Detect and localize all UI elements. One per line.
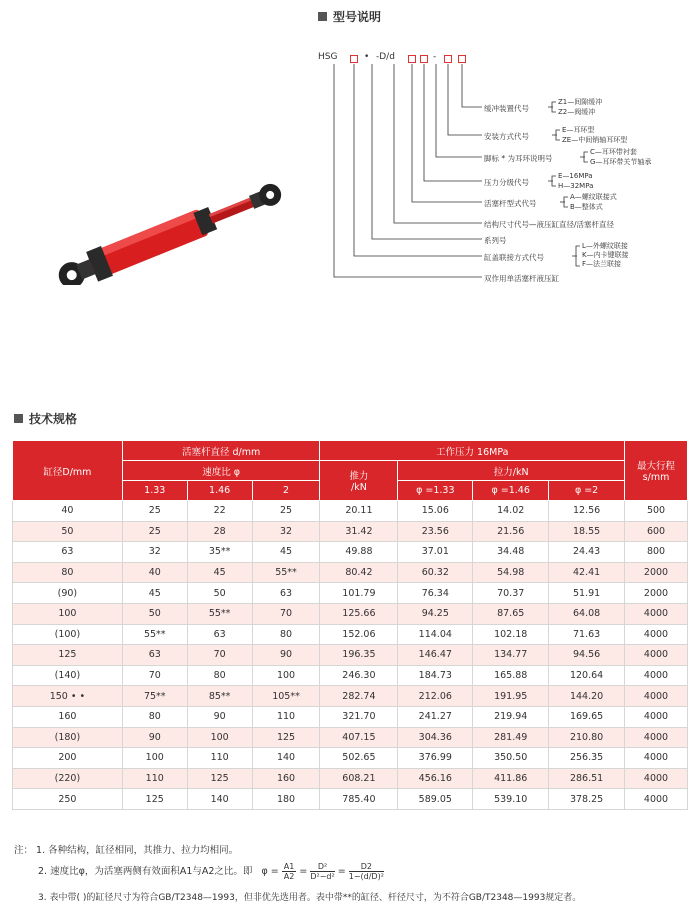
header-push: 推力 /kN [320,461,398,501]
spec-section-title: 技术规格 [14,410,77,427]
table-cell: 100 [13,603,123,624]
table-cell: 45 [187,562,252,583]
table-row [13,727,688,748]
table-cell: 94.25 [398,603,473,624]
table-cell: 110 [122,768,187,789]
label-rod-type: 活塞杆型式代号 [484,199,537,208]
table-cell: 4000 [625,686,688,707]
table-cell: 256.35 [549,748,625,769]
table-cell: 35** [187,542,252,563]
table-cell: 54.98 [473,562,549,583]
table-row [13,789,688,810]
bullet-square-icon [14,414,23,423]
table-cell: 456.16 [398,768,473,789]
table-cell: 286.51 [549,768,625,789]
table-cell: 140 [252,748,320,769]
code-dash: - [433,52,437,62]
table-cell: 23.56 [398,521,473,542]
code-dot: • [364,52,370,62]
table-row [13,748,688,769]
table-cell: 55** [187,603,252,624]
table-cell: 32 [122,542,187,563]
table-cell: 321.70 [320,706,398,727]
table-cell: 219.94 [473,706,549,727]
table-cell: 200 [13,748,123,769]
label-cylinder-type: 双作用单活塞杆液压缸 [484,274,559,283]
table-cell: 100 [252,665,320,686]
table-cell: 90 [122,727,187,748]
table-cell: 134.77 [473,645,549,666]
table-cell: 50 [122,603,187,624]
table-cell: 184.73 [398,665,473,686]
table-cell: (140) [13,665,123,686]
header-ratio-2: 1.46 [187,481,252,501]
label-eye-note: 脚标 * 为耳环说明号 [484,154,553,163]
table-cell: 378.25 [549,789,625,810]
table-cell: 32 [252,521,320,542]
table-cell: 110 [187,748,252,769]
bullet-square-icon [318,12,327,21]
option-pressure-1: E—16MPa [558,172,593,180]
table-row [13,686,688,707]
table-cell: 125 [187,768,252,789]
table-cell: 64.08 [549,603,625,624]
table-cell: 282.74 [320,686,398,707]
spec-table-body [13,501,688,810]
header-max-stroke: 最大行程 s/mm [625,441,688,501]
table-cell: 125.66 [320,603,398,624]
table-cell: (220) [13,768,123,789]
table-cell: (180) [13,727,123,748]
table-cell: 105** [252,686,320,707]
table-cell: 25 [122,521,187,542]
table-cell: 241.27 [398,706,473,727]
label-pressure: 压力分级代号 [484,178,529,187]
table-cell: 785.40 [320,789,398,810]
table-cell: 4000 [625,665,688,686]
table-cell: 70 [187,645,252,666]
table-cell: 76.34 [398,583,473,604]
table-cell: 2000 [625,583,688,604]
table-cell: 502.65 [320,748,398,769]
table-cell: 40 [122,562,187,583]
table-cell: 87.65 [473,603,549,624]
table-cell: 407.15 [320,727,398,748]
table-row [13,562,688,583]
table-cell: 70 [122,665,187,686]
table-row [13,645,688,666]
model-prefix: HSG [318,52,338,62]
option-rod-1: A—螺纹联接式 [570,193,617,201]
option-mounting-2: ZE—中间销轴耳环型 [562,136,628,144]
table-cell: 114.04 [398,624,473,645]
table-cell: 144.20 [549,686,625,707]
table-cell: 191.95 [473,686,549,707]
table-cell: (90) [13,583,123,604]
option-cushion-1: Z1—间隙缓冲 [558,98,603,106]
table-cell: 80 [122,706,187,727]
table-cell: 80.42 [320,562,398,583]
table-row [13,501,688,522]
option-mounting-1: E—耳环型 [562,126,595,134]
table-cell: 196.35 [320,645,398,666]
table-cell: 63 [252,583,320,604]
table-cell: 45 [252,542,320,563]
table-cell: 125 [13,645,123,666]
table-cell: 49.88 [320,542,398,563]
table-cell: 75** [122,686,187,707]
table-cell: 102.18 [473,624,549,645]
table-row [13,583,688,604]
table-cell: 80 [187,665,252,686]
table-cell: 45 [122,583,187,604]
table-row [13,706,688,727]
table-cell: 210.80 [549,727,625,748]
label-head-connection: 缸盖联接方式代号 [484,253,544,262]
note-1: 注： 1. 各种结构，缸径相同，其推力、拉力均相同。 [14,845,239,856]
table-row [13,665,688,686]
option-head-2: K—内卡键联接 [582,251,629,259]
hydraulic-cylinder-image [40,175,300,285]
table-cell: 125 [122,789,187,810]
table-cell: 20.11 [320,501,398,522]
table-cell: 63 [13,542,123,563]
table-cell: 146.47 [398,645,473,666]
table-cell: 51.91 [549,583,625,604]
header-speed-ratio: 速度比 φ [122,461,320,481]
table-cell: 350.50 [473,748,549,769]
table-cell: 70 [252,603,320,624]
option-eye-2: G—耳环带关节轴承 [590,158,652,166]
table-cell: 80 [13,562,123,583]
model-code-diagram [300,40,700,300]
header-pull-ratio-1: φ =1.33 [398,481,473,501]
table-cell: 180 [252,789,320,810]
header-ratio-3: 2 [252,481,320,501]
table-cell: 608.21 [320,768,398,789]
label-mounting: 安装方式代号 [484,132,529,141]
header-working-pressure: 工作压力 16MPa [320,441,625,461]
header-rod-diameter: 活塞杆直径 d/mm [122,441,320,461]
option-head-1: L—外螺纹联接 [582,242,628,250]
table-cell: 50 [13,521,123,542]
label-cushion: 缓冲装置代号 [484,104,529,113]
label-series: 系列号 [484,236,507,245]
header-ratio-1: 1.33 [122,481,187,501]
table-cell: 25 [252,501,320,522]
code-size-sep: -D/d [376,52,395,62]
table-cell: 22 [187,501,252,522]
table-cell: 152.06 [320,624,398,645]
table-cell: 100 [122,748,187,769]
table-cell: 110 [252,706,320,727]
table-cell: 250 [13,789,123,810]
table-cell: 80 [252,624,320,645]
table-cell: 4000 [625,748,688,769]
table-cell: 4000 [625,706,688,727]
table-cell: 31.42 [320,521,398,542]
table-cell: 12.56 [549,501,625,522]
formula: φ = $\frac{A1}{A2}$ = $\frac{\text{D²}}{\text{D²−d²}}$ = $\frac{D2}{\text{1−(d/D)²}}$ [261,862,384,881]
table-cell: 21.56 [473,521,549,542]
table-cell: 376.99 [398,748,473,769]
table-row [13,542,688,563]
table-cell: 24.43 [549,542,625,563]
option-eye-1: C—耳环带衬套 [590,148,637,156]
header-bore: 缸径D/mm [13,441,123,501]
option-pressure-2: H—32MPa [558,182,594,190]
table-cell: 94.56 [549,645,625,666]
header-pull-ratio-3: φ =2 [549,481,625,501]
table-cell: 14.02 [473,501,549,522]
table-cell: 4000 [625,768,688,789]
table-cell: 411.86 [473,768,549,789]
table-cell: 125 [252,727,320,748]
table-cell: 70.37 [473,583,549,604]
table-cell: 18.55 [549,521,625,542]
table-cell: 90 [252,645,320,666]
table-cell: 71.63 [549,624,625,645]
note-3: 3. 表中带( )的缸径尺寸为符合GB/T2348—1993，但非优先选用者。表中带**的缸径、杆径尺寸，为不符合GB/T2348—1993规定者。 [38,893,582,903]
table-cell: 160 [252,768,320,789]
table-cell: 160 [13,706,123,727]
table-cell: 800 [625,542,688,563]
table-row [13,768,688,789]
spec-table [12,440,688,810]
header-pull-ratio-2: φ =1.46 [473,481,549,501]
table-cell: 37.01 [398,542,473,563]
option-rod-2: B—整体式 [570,203,603,211]
table-cell: 100 [187,727,252,748]
table-row [13,603,688,624]
table-cell: 4000 [625,789,688,810]
table-cell: 42.41 [549,562,625,583]
table-cell: 246.30 [320,665,398,686]
table-row [13,521,688,542]
table-cell: 55** [252,562,320,583]
table-cell: 63 [122,645,187,666]
table-cell: 169.65 [549,706,625,727]
table-cell: 55** [122,624,187,645]
table-cell: 304.36 [398,727,473,748]
table-cell: 4000 [625,645,688,666]
table-cell: 120.64 [549,665,625,686]
table-cell: 281.49 [473,727,549,748]
option-head-3: F—法兰联接 [582,260,622,268]
option-cushion-2: Z2—阀缓冲 [558,108,596,116]
table-cell: 589.05 [398,789,473,810]
table-cell: 50 [187,583,252,604]
note-2: 2. 速度比φ，为活塞两侧有效面积A1与A2之比。即 φ = $\frac{A1}{A2}$ = $\frac{\text{D²}}{\text{D²−d²}}$ = $\frac{D2}{\text{1−(d/D)²}}$ [38,862,384,881]
table-cell: 101.79 [320,583,398,604]
table-cell: 63 [187,624,252,645]
table-cell: 500 [625,501,688,522]
table-cell: 140 [187,789,252,810]
table-cell: 40 [13,501,123,522]
table-cell: 150 • • [13,686,123,707]
table-cell: 28 [187,521,252,542]
table-cell: 2000 [625,562,688,583]
table-cell: 600 [625,521,688,542]
table-cell: 60.32 [398,562,473,583]
header-pull: 拉力/kN [398,461,625,481]
table-cell: 4000 [625,727,688,748]
table-cell: 4000 [625,603,688,624]
table-cell: 165.88 [473,665,549,686]
table-cell: 4000 [625,624,688,645]
table-cell: 25 [122,501,187,522]
table-row [13,624,688,645]
table-cell: (100) [13,624,123,645]
table-cell: 85** [187,686,252,707]
table-cell: 90 [187,706,252,727]
table-cell: 212.06 [398,686,473,707]
table-cell: 34.48 [473,542,549,563]
label-size-code: 结构尺寸代号—液压缸直径/活塞杆直径 [484,220,615,229]
model-section-title: 型号说明 [318,8,381,25]
table-cell: 539.10 [473,789,549,810]
table-cell: 15.06 [398,501,473,522]
